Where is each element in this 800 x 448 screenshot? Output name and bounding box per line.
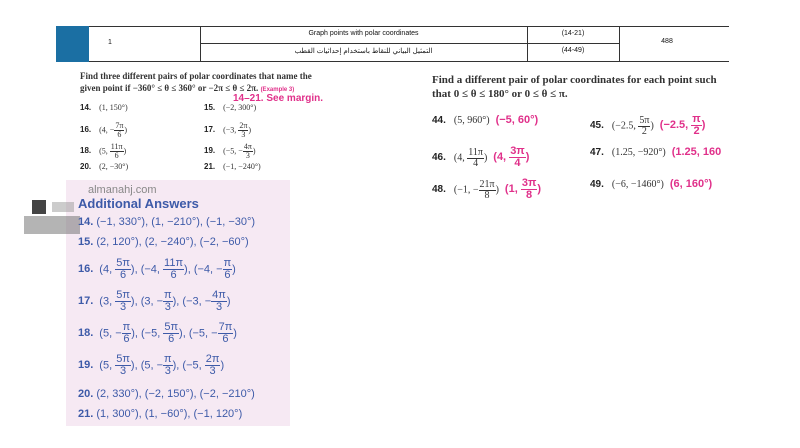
header-page-number: 488 <box>661 38 673 45</box>
answer-part: ), <box>184 263 194 276</box>
problem-text: (−2.5, <box>611 120 639 132</box>
fraction-denominator: 3 <box>164 365 171 377</box>
fraction-numerator: 11π <box>164 257 184 269</box>
left-problem-item <box>80 122 127 139</box>
left-problem-item <box>204 162 261 171</box>
left-problem-item <box>204 103 256 112</box>
problem-text: ) <box>495 184 499 196</box>
problem-number: 15. <box>204 103 216 112</box>
answer-part: (5, <box>99 359 116 372</box>
fraction-numerator: π <box>164 353 172 365</box>
answer-text: (1.25, 160 <box>671 146 722 158</box>
fraction-denominator: 2 <box>641 125 647 137</box>
problem-number: 20. <box>80 162 92 171</box>
answer-part: (3, − <box>140 295 164 308</box>
header-bottom-border <box>89 61 619 62</box>
answer-fraction <box>163 322 179 345</box>
answer-fraction <box>223 258 233 281</box>
fraction-denominator: 4 <box>514 157 521 169</box>
problem-number: 19. <box>204 146 216 156</box>
answer-part: ) <box>232 263 236 276</box>
answer-text: (−5, 60°) <box>495 114 539 126</box>
answer-18 <box>78 322 237 345</box>
answer-part: (4, <box>493 151 510 164</box>
fraction-numerator: 5π <box>116 289 130 301</box>
answer-15: 15. (2, 120°), (2, −240°), (−2, −60°) <box>78 236 249 248</box>
answer-text: (6, 160°) <box>669 178 713 190</box>
fraction-numerator: 3π <box>510 145 525 157</box>
fraction-denominator: 4 <box>473 157 479 169</box>
left-problem-item <box>80 162 128 171</box>
problem-text: ) <box>483 152 488 164</box>
fraction-numerator: π <box>122 321 131 333</box>
answer-part: (5, − <box>99 327 122 340</box>
header-title-ar: التمثيل البياني للنقاط باستخدام إحداثيات القطب <box>294 48 433 55</box>
right-problem-item <box>432 146 529 169</box>
problem-text: ) <box>124 125 128 135</box>
problem-number: 47. <box>590 147 604 158</box>
problem-text: (−2, 300°) <box>223 103 257 112</box>
fraction-numerator: 21π <box>479 178 495 190</box>
fraction-denominator: 6 <box>222 333 229 345</box>
right-problem-item <box>590 146 721 158</box>
answer-fraction <box>163 290 173 313</box>
fraction <box>467 148 484 169</box>
answer-part: (4, <box>99 263 116 276</box>
answer-part: ) <box>525 151 530 164</box>
fraction-numerator: 5π <box>639 114 650 126</box>
answer-part: ), <box>130 359 141 372</box>
fraction-denominator: 6 <box>123 333 130 345</box>
fraction-denominator: 3 <box>120 365 127 377</box>
fraction-denominator: 3 <box>241 130 246 139</box>
answer-part: ), <box>172 295 183 308</box>
problem-number: 17. <box>204 125 216 135</box>
problem-number: 16. <box>80 125 92 135</box>
answer-number: 17. <box>78 295 94 308</box>
fraction-denominator: 3 <box>120 301 127 313</box>
fraction-numerator: 2π <box>205 353 220 365</box>
fraction-numerator: π <box>164 289 172 301</box>
problem-number: 18. <box>80 146 92 156</box>
fraction-numerator: π <box>223 257 232 269</box>
header-page-border <box>619 26 729 27</box>
fraction-denominator: 3 <box>164 301 171 313</box>
problem-text: (1.25, −920°) <box>611 147 666 158</box>
fraction-numerator: 5π <box>116 257 130 269</box>
fraction <box>243 143 253 160</box>
problem-text: ) <box>650 120 654 132</box>
answer-part: ), <box>130 263 141 276</box>
fraction-numerator: 2π <box>239 121 248 130</box>
header-range-1: (14-21) <box>561 30 585 37</box>
answer-part: ), <box>130 295 141 308</box>
header-page-border <box>619 61 729 62</box>
right-problem-item <box>432 114 538 126</box>
header-range-2: (44-49) <box>561 47 585 54</box>
fraction-numerator: 4π <box>212 289 226 301</box>
problem-number: 46. <box>432 152 446 164</box>
problem-text: (−1, − <box>453 184 479 196</box>
fraction-denominator: 6 <box>117 130 122 139</box>
answer-part: (−5, <box>182 359 205 372</box>
left-problem-item <box>80 143 126 160</box>
fraction-denominator: 8 <box>484 189 490 201</box>
right-problem-item <box>432 178 541 201</box>
answer-17 <box>78 290 231 313</box>
answer-part: (−3, − <box>182 295 212 308</box>
fraction-numerator: 11π <box>110 142 123 151</box>
problem-text: ) <box>123 146 127 156</box>
header-mid-border <box>200 43 619 44</box>
answer-number: 18. <box>78 327 94 340</box>
answer-fraction <box>211 290 227 313</box>
answer-part: (−2.5, <box>659 119 692 132</box>
fraction-numerator: π <box>692 113 701 125</box>
answer-number: 16. <box>78 263 94 276</box>
header-top-border <box>89 26 619 27</box>
fraction-numerator: 7π <box>218 321 233 333</box>
fraction-denominator: 6 <box>224 269 231 281</box>
problem-number: 45. <box>590 120 604 132</box>
answer-fraction <box>115 354 131 377</box>
header-color-block <box>56 26 89 62</box>
answer-part: (−4, <box>140 263 164 276</box>
answer-fraction <box>163 258 184 281</box>
problem-text: (−5, − <box>223 146 243 156</box>
right-problem-item <box>590 178 712 190</box>
problem-text: (5, <box>99 146 110 156</box>
answer-part: ) <box>220 359 225 372</box>
fraction <box>110 143 124 160</box>
problem-text: (−6, −1460°) <box>611 179 664 190</box>
problem-text: ) <box>252 146 256 156</box>
margin-note: 14–21. See margin. <box>233 93 324 104</box>
problem-text: (−3, <box>223 125 239 135</box>
problem-text: (4, <box>453 152 468 164</box>
fraction-denominator: 6 <box>114 151 119 160</box>
answer-fraction <box>163 354 173 377</box>
answer-part: ) <box>226 295 231 308</box>
answer-part: (−5, − <box>188 327 218 340</box>
answer-fraction <box>205 354 221 377</box>
answer-fraction <box>115 258 131 281</box>
fraction-numerator: 5π <box>116 353 130 365</box>
answer-part: ) <box>701 119 706 132</box>
answer-part: (5, − <box>140 359 164 372</box>
left-problem-item <box>80 103 128 112</box>
answer-part: (3, <box>99 295 116 308</box>
answer-fraction <box>115 290 131 313</box>
problem-text: (4, − <box>99 125 115 135</box>
answer-number: 19. <box>78 359 94 372</box>
answer-part: (1, <box>504 183 521 196</box>
answer-text <box>659 113 706 137</box>
fraction-denominator: 3 <box>209 365 216 377</box>
answer-fraction <box>122 322 132 345</box>
right-problems-heading: Find a different pair of polar coordinates for each point such that 0 ≤ θ ≤ 180° or 0 ≤ θ ≤ π. <box>432 74 717 100</box>
fraction <box>238 122 248 139</box>
answer-part: ) <box>233 327 237 340</box>
header-row-number: 1 <box>108 39 112 46</box>
answer-fraction <box>509 146 526 169</box>
answer-part: ), <box>172 359 183 372</box>
problem-text: (1, 150°) <box>99 103 128 112</box>
problem-number: 14. <box>80 103 92 112</box>
problem-number: 44. <box>432 115 446 126</box>
header-title-en: Graph points with polar coordinates <box>308 30 419 37</box>
answer-fraction <box>218 322 234 345</box>
fraction-numerator: 3π <box>521 177 537 189</box>
problem-number: 48. <box>432 184 446 196</box>
answer-text <box>493 145 530 169</box>
fraction-denominator: 3 <box>215 301 223 313</box>
fraction <box>638 116 650 137</box>
fraction-numerator: 7π <box>115 121 124 130</box>
left-problem-item <box>204 143 256 160</box>
answer-fraction <box>521 178 538 201</box>
answer-21: 21. (1, 300°), (1, −60°), (−1, 120°) <box>78 408 243 420</box>
left-problem-item <box>204 122 251 139</box>
problem-text: ) <box>248 125 252 135</box>
fraction-numerator: 5π <box>164 321 179 333</box>
problem-text: (2, −30°) <box>99 162 129 171</box>
answer-fraction <box>691 114 701 137</box>
fraction-numerator: 11π <box>468 146 483 158</box>
fraction-denominator: 3 <box>245 151 250 160</box>
answer-19 <box>78 354 224 377</box>
fraction <box>114 122 124 139</box>
watermark-text: almanahj.com <box>88 184 157 196</box>
additional-answers-title: Additional Answers <box>78 196 199 211</box>
answer-part: (−5, <box>141 327 164 340</box>
watermark-logo <box>22 196 84 240</box>
problem-number: 49. <box>590 179 604 190</box>
problem-text: (5, 960°) <box>453 115 490 126</box>
fraction-denominator: 6 <box>120 269 127 281</box>
left-problems-heading: Find three different pairs of polar coordinates that name the given point if −360° ≤ θ ≤ 360° or −2π ≤ θ ≤ 2π. (Example 3) <box>80 71 312 93</box>
fraction-denominator: 2 <box>693 125 700 137</box>
answer-part: ), <box>131 327 141 340</box>
right-problem-item <box>590 114 705 137</box>
answer-20: 20. (2, 330°), (−2, 150°), (−2, −210°) <box>78 388 255 400</box>
answer-part: (−4, − <box>193 263 223 276</box>
answer-text <box>504 177 542 201</box>
answer-part: ), <box>179 327 189 340</box>
problem-text: (−1, −240°) <box>223 162 261 171</box>
fraction-denominator: 6 <box>170 269 177 281</box>
answer-part: ) <box>537 183 542 196</box>
fraction-denominator: 8 <box>526 189 533 201</box>
answer-14: 14. (−1, 330°), (1, −210°), (−1, −30°) <box>78 216 256 228</box>
fraction-denominator: 6 <box>168 333 175 345</box>
problem-number: 21. <box>204 162 216 171</box>
fraction-numerator: 4π <box>243 142 252 151</box>
fraction <box>479 180 496 201</box>
answer-16 <box>78 258 236 281</box>
